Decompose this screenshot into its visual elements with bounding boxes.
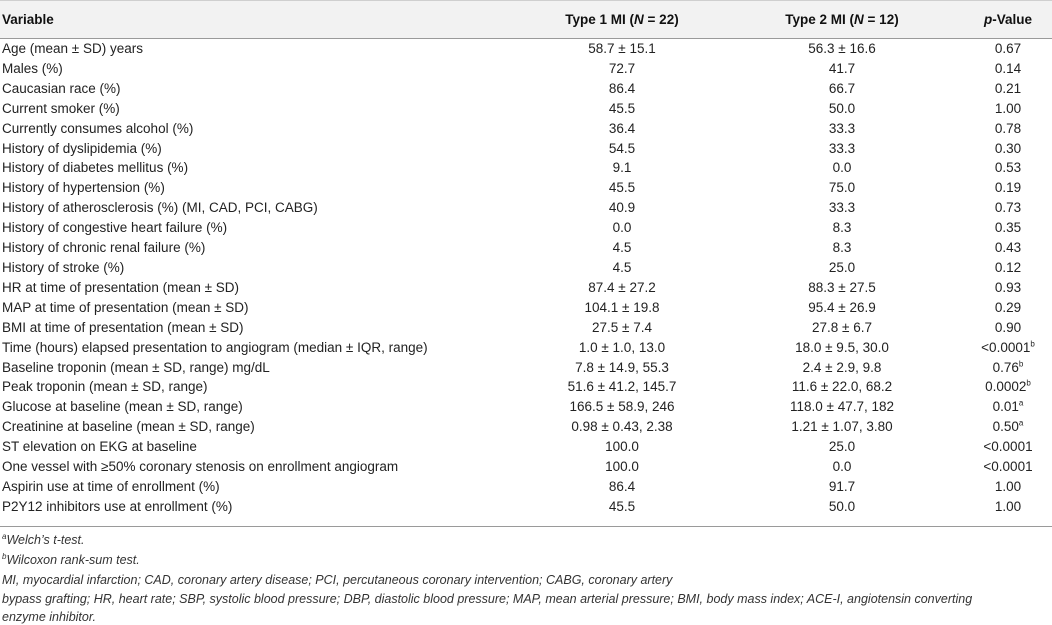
cell-type1: [522, 79, 722, 99]
cell-p-value: [962, 437, 1052, 457]
cell-type1: [522, 258, 722, 278]
table-row: [0, 79, 1052, 99]
cell-type1-text: 40.9: [608, 200, 636, 216]
cell-type1: [522, 377, 722, 397]
p-value-footnote-mark: b: [1026, 378, 1031, 388]
header-type1: [522, 0, 722, 39]
cell-p-value-text: 1.00: [994, 478, 1022, 494]
cell-type2: [722, 119, 962, 139]
cell-type1-text: 54.5: [608, 140, 636, 156]
footnote-a: [2, 533, 85, 547]
cell-p-value-text: 0.78: [994, 120, 1022, 136]
table-row: [0, 377, 1052, 397]
table-row: [0, 338, 1052, 358]
header-p-prefix: p: [983, 11, 993, 27]
cell-type1: [522, 417, 722, 437]
header-p-suffix: -Value: [992, 11, 1033, 27]
cell-type2: [722, 238, 962, 258]
header-type1-text: Type 1 MI (: [565, 11, 635, 27]
cell-p-value: [962, 318, 1052, 338]
cell-variable-text: History of hypertension (%): [2, 180, 165, 196]
cell-p-value: [962, 119, 1052, 139]
header-p-value: [962, 0, 1052, 39]
cell-variable-text: History of chronic renal failure (%): [2, 240, 206, 256]
cell-p-value-text: 1.00: [994, 100, 1022, 116]
cell-p-value-text: 0.90: [994, 319, 1022, 335]
cell-p-value-text: 0.35: [994, 220, 1022, 236]
cell-type1-text: 86.4: [608, 478, 636, 494]
cell-p-value-text: 0.76: [992, 359, 1019, 375]
cell-type2: [722, 198, 962, 218]
cell-p-value: [962, 477, 1052, 497]
cell-type1: [522, 397, 722, 417]
cell-variable-text: Creatinine at baseline (mean ± SD, range): [2, 419, 255, 435]
cell-type1: [522, 497, 722, 517]
table-row: [0, 139, 1052, 159]
cell-p-value: [962, 258, 1052, 278]
header-type2-count: = 12): [863, 11, 899, 27]
cell-type1-text: 4.5: [612, 259, 632, 275]
cell-type1: [522, 218, 722, 238]
cell-variable: [0, 338, 522, 358]
cell-type2-text: 50.0: [828, 100, 856, 116]
table-row: [0, 417, 1052, 437]
table-row: [0, 198, 1052, 218]
header-type2: [722, 0, 962, 39]
table-row: [0, 298, 1052, 318]
cell-variable-text: Currently consumes alcohol (%): [2, 120, 194, 136]
cell-type1: [522, 338, 722, 358]
cell-p-value-text: 0.01: [992, 399, 1019, 415]
cell-variable: [0, 397, 522, 417]
cell-type2: [722, 99, 962, 119]
table-row: [0, 477, 1052, 497]
cell-variable-text: Aspirin use at time of enrollment (%): [2, 478, 220, 494]
cell-type1: [522, 477, 722, 497]
cell-type2: [722, 59, 962, 79]
cell-variable: [0, 39, 522, 59]
cell-variable: [0, 417, 522, 437]
cell-variable: [0, 358, 522, 378]
cell-p-value-text: 0.14: [994, 60, 1022, 76]
cell-p-value-text: 0.50: [992, 419, 1019, 435]
cell-p-value: [962, 79, 1052, 99]
cell-type2-text: 18.0 ± 9.5, 30.0: [795, 339, 889, 355]
cell-type1-text: 51.6 ± 41.2, 145.7: [567, 379, 677, 395]
cell-type1-text: 7.8 ± 14.9, 55.3: [575, 359, 669, 375]
cell-type1: [522, 158, 722, 178]
cell-type2-text: 11.6 ± 22.0, 68.2: [791, 379, 893, 395]
cell-type1-text: 0.0: [612, 220, 632, 236]
cell-type2-text: 50.0: [828, 498, 856, 514]
cell-type2-text: 56.3 ± 16.6: [808, 41, 876, 56]
header-type2-text: Type 2 MI (: [785, 11, 855, 27]
cell-variable: [0, 238, 522, 258]
cell-p-value: [962, 238, 1052, 258]
cell-type1: [522, 358, 722, 378]
cell-p-value: [962, 298, 1052, 318]
cell-variable-text: Males (%): [2, 60, 63, 76]
cell-type2: [722, 258, 962, 278]
cell-p-value-text: 0.93: [994, 279, 1022, 295]
cell-type1: [522, 318, 722, 338]
cell-variable: [0, 139, 522, 159]
cell-type1: [522, 278, 722, 298]
footnote-b: [2, 553, 140, 567]
cell-type1-text: 9.1: [612, 160, 632, 176]
cell-type2: [722, 417, 962, 437]
table-head: [0, 0, 1052, 39]
cell-type1-text: 58.7 ± 15.1: [588, 41, 656, 56]
cell-type2-text: 75.0: [828, 180, 856, 196]
cell-p-value: [962, 457, 1052, 477]
cell-type2: [722, 318, 962, 338]
cell-type2-text: 95.4 ± 26.9: [808, 299, 876, 315]
cell-variable: [0, 258, 522, 278]
cell-type1: [522, 298, 722, 318]
cell-variable: [0, 298, 522, 318]
cell-type1-text: 166.5 ± 58.9, 246: [569, 399, 675, 415]
cell-variable: [0, 457, 522, 477]
cell-p-value: [962, 358, 1052, 378]
cell-type1-text: 0.98 ± 0.43, 2.38: [571, 419, 673, 435]
cell-variable: [0, 119, 522, 139]
cell-variable-text: HR at time of presentation (mean ± SD): [2, 279, 240, 295]
cell-variable-text: Age (mean ± SD) years: [2, 41, 143, 56]
header-type2-n: N: [854, 11, 864, 27]
cell-type2: [722, 477, 962, 497]
cell-variable-text: History of stroke (%): [2, 259, 125, 275]
cell-variable: [0, 497, 522, 517]
cell-type2-text: 25.0: [828, 259, 856, 275]
cell-type2-text: 0.0: [832, 459, 852, 475]
table-row: [0, 119, 1052, 139]
cell-variable-text: MAP at time of presentation (mean ± SD): [2, 299, 249, 315]
cell-variable: [0, 178, 522, 198]
cell-p-value: [962, 139, 1052, 159]
cell-type2: [722, 178, 962, 198]
cell-type2: [722, 397, 962, 417]
header-row: [0, 0, 1052, 39]
table-row: [0, 59, 1052, 79]
cell-variable-text: P2Y12 inhibitors use at enrollment (%): [2, 498, 233, 514]
cell-type2: [722, 39, 962, 59]
header-variable: [0, 0, 522, 39]
cell-p-value-text: 0.29: [994, 299, 1022, 315]
cell-p-value-text: <0.0001: [983, 439, 1033, 455]
cell-type1: [522, 457, 722, 477]
cell-type2-text: 1.21 ± 1.07, 3.80: [791, 419, 893, 435]
cell-variable-text: ST elevation on EKG at baseline: [2, 439, 197, 455]
cell-type2-text: 25.0: [828, 439, 856, 455]
table-row: [0, 39, 1052, 59]
cell-type1-text: 86.4: [608, 80, 636, 96]
cell-variable-text: One vessel with ≥50% coronary stenosis on enrollment angiogram: [2, 459, 399, 475]
cell-type1-text: 87.4 ± 27.2: [588, 279, 656, 295]
cell-variable-text: Baseline troponin (mean ± SD, range) mg/dL: [2, 359, 270, 375]
cell-variable-text: Time (hours) elapsed presentation to angiogram (median ± IQR, range): [2, 339, 428, 355]
table-row: [0, 318, 1052, 338]
p-value-footnote-mark: b: [1018, 359, 1024, 368]
table-row: [0, 238, 1052, 258]
header-type1-n: N: [634, 11, 644, 27]
cell-variable: [0, 158, 522, 178]
cell-type1-text: 104.1 ± 19.8: [584, 299, 660, 315]
cell-p-value-text: 0.43: [994, 240, 1022, 256]
cell-variable-text: History of dyslipidemia (%): [2, 140, 162, 156]
cell-variable: [0, 198, 522, 218]
cell-type2: [722, 437, 962, 457]
abbreviations-line-2: bypass grafting; HR, heart rate; SBP, systolic blood pressure; DBP, diastolic blood pressure; MAP, mean arterial pressure; BMI, body mass index; ACE-I, angiotensin converting: [2, 592, 973, 606]
cell-type2-text: 8.3: [832, 240, 852, 256]
cell-type2: [722, 497, 962, 517]
table-body: [0, 39, 1052, 517]
footnote-b-text: Wilcoxon rank-sum test.: [6, 553, 140, 567]
cell-type2-text: 33.3: [828, 140, 856, 156]
cell-type1-text: 45.5: [608, 498, 636, 514]
table-row: [0, 437, 1052, 457]
cell-variable: [0, 318, 522, 338]
cell-type1-text: 45.5: [608, 180, 636, 196]
cell-p-value-text: 0.67: [994, 41, 1022, 56]
cell-p-value-text: 0.73: [994, 200, 1022, 216]
cell-type1-text: 45.5: [608, 100, 636, 116]
cell-type1: [522, 238, 722, 258]
cell-type1-text: 36.4: [608, 120, 636, 136]
cell-p-value-text: 0.12: [994, 259, 1022, 275]
cell-type2: [722, 457, 962, 477]
abbreviations-line-1: MI, myocardial infarction; CAD, coronary artery disease; PCI, percutaneous coronary intervention; CABG, coronary artery: [2, 573, 673, 587]
cell-variable-text: History of diabetes mellitus (%): [2, 160, 189, 176]
p-value-footnote-mark: a: [1018, 398, 1024, 408]
cell-variable: [0, 59, 522, 79]
cell-type2: [722, 377, 962, 397]
cell-type2: [722, 139, 962, 159]
table-row: [0, 99, 1052, 119]
cell-type1-text: 72.7: [608, 60, 636, 76]
cell-type1: [522, 59, 722, 79]
cell-type2-text: 2.4 ± 2.9, 9.8: [802, 359, 882, 375]
cell-type2: [722, 158, 962, 178]
cell-p-value: [962, 417, 1052, 437]
cell-variable: [0, 437, 522, 457]
cell-variable-text: Current smoker (%): [2, 100, 120, 116]
cell-type2-text: 66.7: [828, 80, 856, 96]
cell-type1: [522, 119, 722, 139]
cell-p-value: [962, 377, 1052, 397]
cell-variable-text: History of atherosclerosis (%) (MI, CAD, PCI, CABG): [2, 200, 318, 216]
cell-p-value: [962, 338, 1052, 358]
cell-type1-text: 100.0: [605, 459, 639, 475]
cell-type2-text: 41.7: [828, 60, 856, 76]
cell-type2: [722, 298, 962, 318]
cell-p-value: [962, 497, 1052, 517]
cell-p-value-text: 0.53: [994, 160, 1022, 176]
cell-type1: [522, 139, 722, 159]
table-row: [0, 497, 1052, 517]
cell-type2: [722, 278, 962, 298]
cell-variable-text: Peak troponin (mean ± SD, range): [2, 379, 208, 395]
cell-variable: [0, 377, 522, 397]
cell-p-value-text: 0.0002: [985, 379, 1027, 395]
cell-variable: [0, 218, 522, 238]
cell-variable: [0, 79, 522, 99]
cell-type1-text: 4.5: [612, 240, 632, 256]
abbreviations-line-3: enzyme inhibitor.: [2, 610, 97, 624]
cell-variable-text: History of congestive heart failure (%): [2, 220, 228, 236]
cell-p-value-text: <0.0001: [981, 339, 1031, 355]
cell-type2-text: 33.3: [828, 120, 856, 136]
cell-type2-text: 8.3: [832, 220, 852, 236]
table-row: [0, 358, 1052, 378]
footnote-a-text: Welch’s t-test.: [6, 533, 85, 547]
cell-type1: [522, 437, 722, 457]
cell-type2: [722, 218, 962, 238]
table-row: [0, 218, 1052, 238]
cell-type1-text: 27.5 ± 7.4: [592, 319, 652, 335]
cell-type2-text: 33.3: [828, 200, 856, 216]
cell-type2-text: 27.8 ± 6.7: [812, 319, 872, 335]
cell-p-value: [962, 59, 1052, 79]
cell-variable-text: BMI at time of presentation (mean ± SD): [2, 319, 244, 335]
p-value-footnote-mark: b: [1030, 339, 1035, 349]
cell-type1: [522, 178, 722, 198]
bottom-rule: [0, 526, 1052, 527]
cell-p-value-text: 1.00: [994, 498, 1022, 514]
cell-type2: [722, 79, 962, 99]
cell-type2-text: 88.3 ± 27.5: [808, 279, 876, 295]
table-row: [0, 158, 1052, 178]
cell-p-value: [962, 397, 1052, 417]
cell-type1: [522, 99, 722, 119]
cell-p-value: [962, 39, 1052, 59]
cell-p-value: [962, 158, 1052, 178]
cell-p-value: [962, 178, 1052, 198]
cell-type1-text: 1.0 ± 1.0, 13.0: [578, 339, 666, 355]
cell-variable-text: Glucose at baseline (mean ± SD, range): [2, 399, 243, 415]
cell-p-value-text: 0.19: [994, 180, 1022, 196]
table-row: [0, 397, 1052, 417]
header-variable-text: Variable: [2, 11, 54, 27]
cell-variable: [0, 477, 522, 497]
footnote-a-mark: a: [2, 531, 7, 541]
p-value-footnote-mark: a: [1018, 418, 1024, 428]
cell-variable: [0, 99, 522, 119]
table-row: [0, 278, 1052, 298]
cell-p-value: [962, 278, 1052, 298]
cell-type1: [522, 39, 722, 59]
cell-type2-text: 91.7: [828, 478, 856, 494]
cell-p-value: [962, 218, 1052, 238]
footnote-b-mark: b: [2, 551, 7, 561]
cell-p-value: [962, 198, 1052, 218]
cell-type2-text: 0.0: [832, 160, 852, 176]
cell-variable: [0, 278, 522, 298]
header-type1-count: = 22): [643, 11, 679, 27]
cell-variable-text: Caucasian race (%): [2, 80, 121, 96]
cell-p-value: [962, 99, 1052, 119]
cell-type2-text: 118.0 ± 47.7, 182: [790, 399, 894, 415]
cell-type1-text: 100.0: [605, 439, 639, 455]
cell-type1: [522, 198, 722, 218]
table-row: [0, 258, 1052, 278]
cell-type2: [722, 358, 962, 378]
cell-p-value-text: <0.0001: [983, 459, 1033, 475]
cell-type2: [722, 338, 962, 358]
cell-p-value-text: 0.30: [994, 140, 1022, 156]
cell-p-value-text: 0.21: [994, 80, 1022, 96]
table-row: [0, 457, 1052, 477]
table-row: [0, 178, 1052, 198]
